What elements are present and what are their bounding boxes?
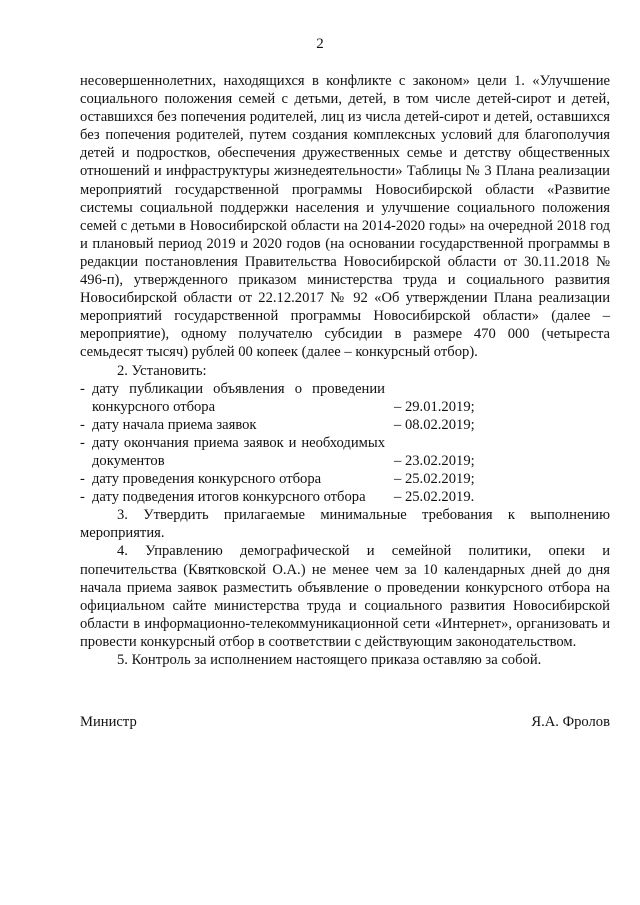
date-value: – 29.01.2019; [394,398,475,415]
date-label: дату подведения итогов конкурсного отбора [92,489,366,506]
paragraph-1: несовершеннолетних, находящихся в конфликте с законом» цели 1. «Улучшение социального положения семей с детьми, детей, в том числе детей-сирот и детей, оставшихся без попечения родителей, лиц из числа детей-сирот и детей, оставшихся без попечения родителей, путем создания комплексных условий для благополучия детей и подростков, обеспечения дружественных семье и детству общественных отношений и инфраструктуры жизнедеятельности» Таблицы № 3 Плана реализации мероприятий государственной программы Новосибирской области «Развитие системы социальной поддержки населения и улучшение социального положения семей с детьми в Новосибирской области на 2014-2020 годы» на очередной 2018 год и плановый период 2019 и 2020 годов (на основании государственной программы в редакции постановления Правительства Новосибирской области от 30.11.2018 № 496-п), утвержденного приказом министерства труда и социального развития Новосибирской области от 22.12.2017 № 92 «Об утверждении Плана реализации мероприятий государственной программы Новосибирской области» (далее – мероприятие), одному получателю субсидии в размере 470 000 (четыреста семьдесят тысяч) рублей 00 копеек (далее – конкурсный отбор). [80,73,610,361]
list-dash: - [80,416,85,433]
list-dash: - [80,434,85,451]
date-item [80,434,610,470]
item-3: 3. Утвердить прилагаемые минимальные требования к выполнению мероприятия. [80,507,610,542]
date-value: – 25.02.2019. [394,489,475,506]
date-item [80,416,610,434]
item-5: 5. Контроль за исполнением настоящего приказа оставляю за собой. [117,652,542,668]
signatory-title: Министр [80,714,137,730]
date-value: – 08.02.2019; [394,416,475,433]
date-value: – 23.02.2019; [394,452,475,469]
signature-block [80,713,610,733]
date-label: дату окончания приема заявок и необходимых документов [92,434,385,469]
list-dash: - [80,489,85,506]
list-dash: - [80,380,85,397]
date-item [80,488,610,506]
dates-list [80,380,610,507]
page-number: 2 [316,36,324,52]
date-label: дату публикации объявления о проведении конкурсного отбора [92,380,385,415]
item-2-heading: 2. Установить: [117,362,207,379]
date-item [80,470,610,488]
date-item [80,380,610,416]
item-4: 4. Управлению демографической и семейной политики, опеки и попечительства (Квятковской О.А.) не менее чем за 10 календарных дней до дня начала приема заявок разместить объявление о проведении конкурсного отбора на официальном сайте министерства труда и социального развития Новосибирской области в информационно-телекоммуникационной сети «Интернет», организовать и провести конкурсный отбор в соответствии с действующим законодательством. [80,543,610,650]
date-value: – 25.02.2019; [394,471,475,488]
signatory-name: Я.А. Фролов [531,714,610,730]
date-label: дату проведения конкурсного отбора [92,471,322,488]
document-body [80,72,610,669]
list-dash: - [80,471,85,488]
date-label: дату начала приема заявок [92,416,257,433]
